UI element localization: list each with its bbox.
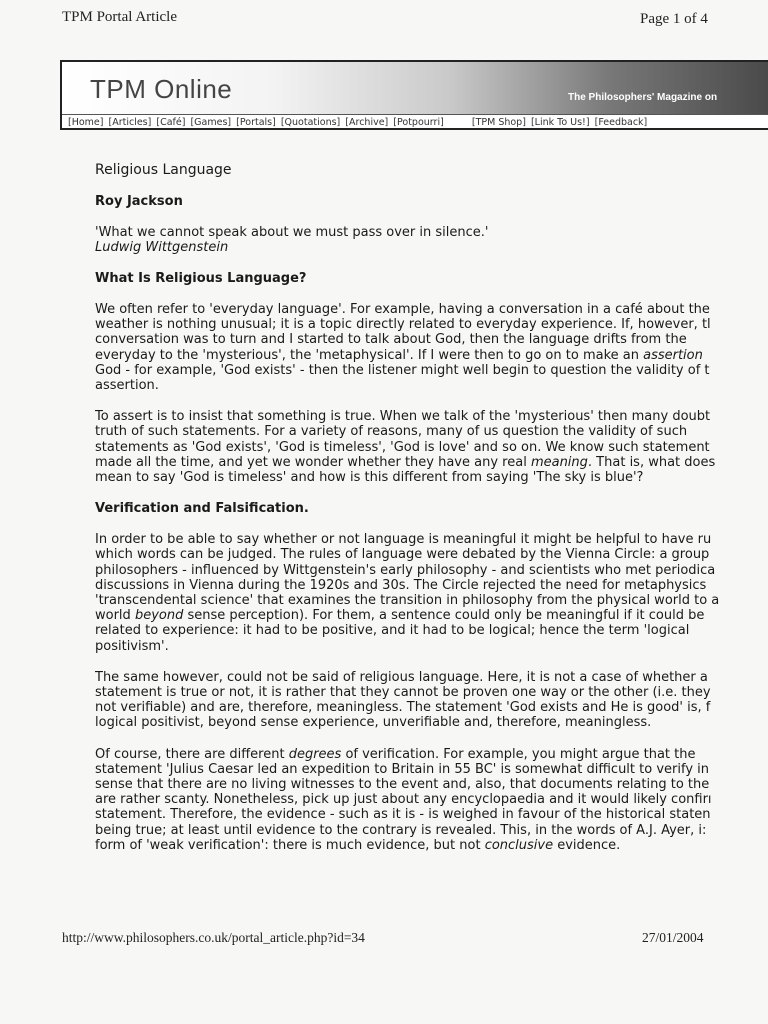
paragraph-line: discussions in Vienna during the 1920s and 30s. The Circle rejected the need for metaphysics (95, 577, 707, 593)
paragraph-line: which words can be judged. The rules of language were debated by the Vienna Circle: a group (95, 547, 710, 563)
paragraph-line: being true; at least until evidence to the contrary is revealed. This, in the words of A.J. Ayer, i: (95, 822, 707, 838)
site-banner (60, 60, 768, 130)
paragraph-line: sense that there are no living witnesses to the event and, also, that documents relating to the (95, 777, 710, 793)
text-run: sense perception). For them, a sentence could only be meaningful if it could be (183, 608, 705, 624)
nav-link-cafe[interactable]: [Café] (156, 117, 186, 128)
nav-link-home[interactable]: [Home] (68, 117, 104, 128)
emphasis-text: beyond (134, 608, 184, 624)
nav-link-games[interactable]: [Games] (190, 117, 232, 128)
text-run: form of 'weak verification': there is much evidence, but not (95, 837, 485, 853)
paragraph-line: statement. Therefore, the evidence - such as it is - is weighed in favour of the historical staten (95, 807, 711, 823)
text-run: everyday to the 'mysterious', the 'metaphysical'. If I were then to go on to make an (95, 347, 644, 363)
emphasis-text: assertion (643, 347, 703, 363)
epigraph-text: 'What we cannot speak about we must pass over in silence.' (95, 225, 489, 240)
paragraph-line: God - for example, 'God exists' - then the listener might well begin to question the validity of t (95, 362, 710, 378)
paragraph-4 (95, 670, 768, 731)
text-run: world (95, 608, 135, 624)
nav-link-portals[interactable]: [Portals] (236, 117, 276, 128)
text-run: made all the time, and yet we wonder whether they have any real (95, 454, 531, 470)
text-run: evidence. (553, 837, 621, 853)
section-heading-religious-language: What Is Religious Language? (95, 271, 307, 286)
print-footer-url: http://www.philosophers.co.uk/portal_article.php?id=34 (62, 930, 365, 945)
paragraph-line: 'transcendental science' that examines the transition in philosophy from the physical world to a (95, 593, 720, 609)
paragraph-line: We often refer to 'everyday language'. For example, having a conversation in a café about the (95, 302, 710, 317)
text-run: . That is, what does (587, 454, 716, 470)
paragraph-line: philosophers - influenced by Wittgenstein's early philosophy - and scientists who met periodica (95, 562, 716, 578)
epigraph-author: Ludwig Wittgenstein (95, 240, 229, 255)
text-run: Of course, there are different (95, 746, 289, 762)
paragraph-line (95, 747, 768, 762)
site-tagline: The Philosophers' Magazine on (568, 92, 718, 103)
paragraph-line: mean to say 'God is timeless' and how is this different from saying 'The sky is blue'? (95, 470, 644, 486)
paragraph-line: related to experience: it had to be positive, and it had to be logical; hence the term 'logical (95, 623, 690, 639)
print-footer-date: 27/01/2004 (642, 930, 704, 945)
paragraph-1 (95, 302, 768, 393)
paragraph-line: positivism'. (95, 638, 169, 654)
paragraph-2 (95, 409, 768, 485)
paragraph-line: are rather scanty. Nonetheless, pick up just about any encyclopaedia and it would likely confirı (95, 792, 712, 808)
article-author: Roy Jackson (95, 194, 183, 209)
paragraph-line: To assert is to insist that something is true. When we talk of the 'mysterious' then many doubt (95, 409, 711, 425)
paragraph-line: assertion. (95, 378, 159, 394)
paragraph-line: weather is nothing unusual; it is a topic directly related to everyday experience. If, however, tl (95, 317, 711, 333)
print-header-title: TPM Portal Article (62, 9, 177, 25)
paragraph-line: statement 'Julius Caesar led an expedition to Britain in 55 BC' is somewhat difficult to verify in (95, 761, 710, 777)
paragraph-line: truth of such statements. For a variety of reasons, many of us question the validity of such (95, 424, 688, 440)
paragraph-line (95, 608, 768, 623)
paragraph-5 (95, 747, 768, 853)
site-logo-title[interactable]: TPM Online (90, 74, 233, 104)
print-header-page-number: Page 1 of 4 (640, 11, 708, 27)
nav-link-link-to-us[interactable]: [Link To Us!] (530, 117, 590, 128)
nav-link-articles[interactable]: [Articles] (108, 117, 152, 128)
emphasis-text: degrees (288, 746, 342, 762)
article-body (95, 162, 768, 869)
paragraph-line: statement is true or not, it is rather that they cannot be proven one way or the other (i.e. they (95, 685, 711, 701)
nav-link-potpourri[interactable]: [Potpourri] (393, 117, 444, 128)
nav-link-feedback[interactable]: [Feedback] (594, 117, 648, 128)
nav-link-archive[interactable]: [Archive] (345, 117, 389, 128)
emphasis-text: conclusive (484, 837, 554, 853)
paragraph-line: statements as 'God exists', 'God is timeless', 'God is love' and so on. We know such statement (95, 439, 710, 455)
site-nav (68, 117, 649, 128)
paragraph-line: conversation was to turn and I started to talk about God, then the language drifts from the (95, 332, 687, 348)
paragraph-3 (95, 532, 768, 654)
paragraph-line: In order to be able to say whether or not language is meaningful it might be helpful to have ru (95, 532, 712, 548)
text-run: of verification. For example, you might argue that the (341, 746, 696, 762)
paragraph-line: not verifiable) and are, therefore, meaningless. The statement 'God exists and He is good' is, f (95, 700, 711, 716)
paragraph-line (95, 348, 768, 363)
nav-link-quotations[interactable]: [Quotations] (280, 117, 341, 128)
paragraph-line (95, 455, 768, 470)
epigraph (95, 225, 768, 255)
paragraph-line (95, 838, 768, 853)
nav-link-tpm-shop[interactable]: [TPM Shop] (471, 117, 526, 128)
paragraph-line: logical positivist, beyond sense experience, unverifiable and, therefore, meaningless. (95, 715, 652, 731)
article-title: Religious Language (95, 162, 232, 178)
emphasis-text: meaning (530, 454, 588, 470)
paragraph-line: The same however, could not be said of religious language. Here, it is not a case of whether a (95, 669, 708, 685)
section-heading-verification: Verification and Falsification. (95, 501, 309, 517)
